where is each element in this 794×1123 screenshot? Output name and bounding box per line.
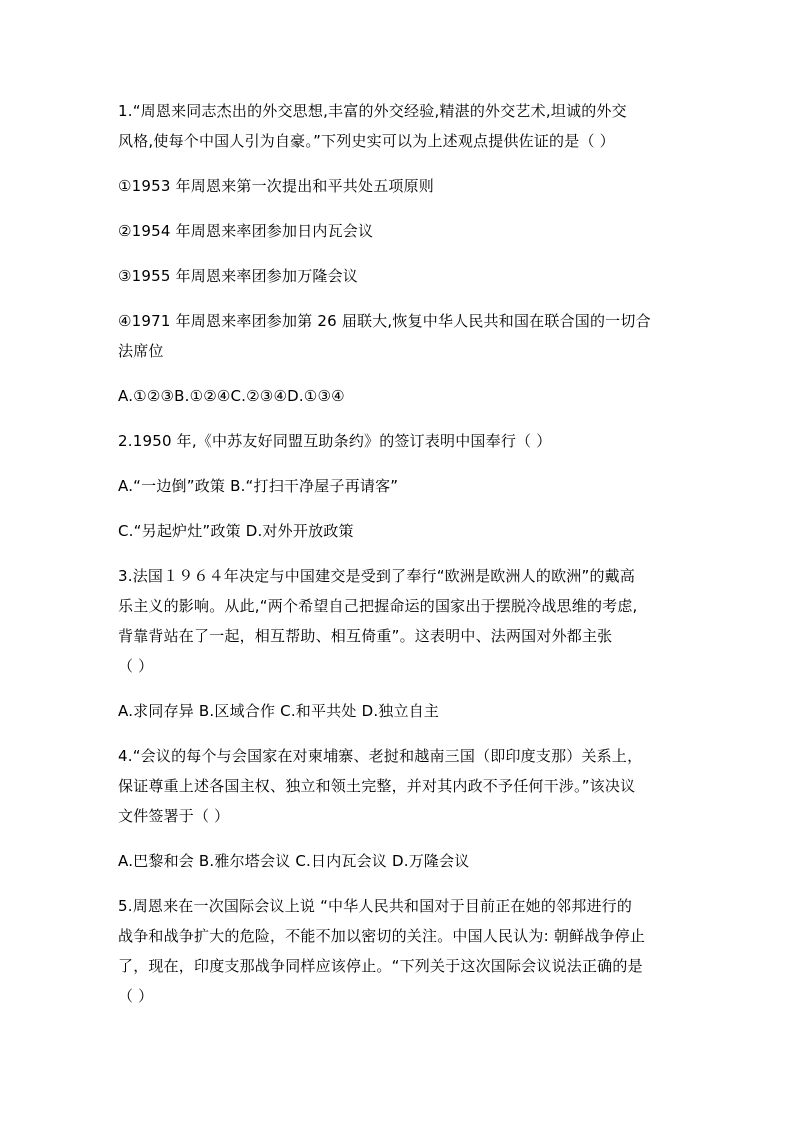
worksheet-page — [118, 96, 678, 1011]
question-2-options-line-1: A.“一边倒”政策 B.“打扫干净屋子再请客” — [118, 477, 399, 495]
question-1-stem-line-1: 1.“周恩来同志杰出的外交思想,丰富的外交经验,精湛的外交艺术,坦诚的外交 — [118, 102, 627, 120]
question-5-stem-line-4: （ ） — [118, 987, 154, 1005]
question-2-options-line-2: C.“另起炉灶”政策 D.对外开放政策 — [118, 522, 354, 540]
question-3 — [118, 561, 678, 726]
question-1-item-4-line-1: ④1971 年周恩来率团参加第 26 届联大,恢复中华人民共和国在联合国的一切合 — [118, 312, 651, 330]
question-4-options: A.巴黎和会 B.雅尔塔会议 C.日内瓦会议 D.万隆会议 — [118, 852, 470, 870]
question-3-stem-line-1: 3.法国１９６４年决定与中国建交是受到了奉行“欧洲是欧洲人的欧洲”的戴高 — [118, 567, 636, 585]
question-1-item-4-line-2: 法席位 — [118, 342, 164, 360]
question-4 — [118, 741, 678, 876]
question-3-stem-line-4: （ ） — [118, 657, 154, 675]
question-3-stem-line-3: 背靠背站在了一起，相互帮助、相互倚重”。这表明中、法两国对外都主张 — [118, 627, 613, 645]
question-1-options: A.①②③B.①②④C.②③④D.①③④ — [118, 387, 345, 405]
question-3-stem-line-2: 乐主义的影响。从此,“两个希望自己把握命运的国家出于摆脱冷战思维的考虑, — [118, 597, 638, 615]
question-5-stem-line-2: 战争和战争扩大的危险，不能不加以密切的关注。中国人民认为: 朝鲜战争停止 — [118, 927, 646, 945]
question-3-options: A.求同存异 B.区域合作 C.和平共处 D.独立自主 — [118, 702, 440, 720]
question-1-item-1: ①1953 年周恩来第一次提出和平共处五项原则 — [118, 177, 434, 195]
question-4-stem-line-1: 4.“会议的每个与会国家在对柬埔寨、老挝和越南三国（即印度支那）关系上， — [118, 747, 643, 765]
question-4-stem-line-2: 保证尊重上述各国主权、独立和领土完整，并对其内政不予任何干涉。”该决议 — [118, 777, 636, 795]
question-2-stem: 2.1950 年,《中苏友好同盟互助条约》的签订表明中国奉行（ ） — [118, 432, 552, 450]
question-1-item-2: ②1954 年周恩来率团参加日内瓦会议 — [118, 222, 374, 240]
question-5 — [118, 891, 678, 1011]
question-5-stem-line-1: 5.周恩来在一次国际会议上说 “中华人民共和国对于目前正在她的邻邦进行的 — [118, 897, 633, 915]
question-1 — [118, 96, 678, 411]
question-2 — [118, 426, 678, 546]
question-1-item-3: ③1955 年周恩来率团参加万隆会议 — [118, 267, 358, 285]
question-5-stem-line-3: 了，现在，印度支那战争同样应该停止。“下列关于这次国际会议说法正确的是 — [118, 957, 643, 975]
question-4-stem-line-3: 文件签署于（ ） — [118, 807, 230, 825]
question-1-stem-line-2: 风格,使每个中国人引为自豪。”下列史实可以为上述观点提供佐证的是（ ） — [118, 132, 615, 150]
